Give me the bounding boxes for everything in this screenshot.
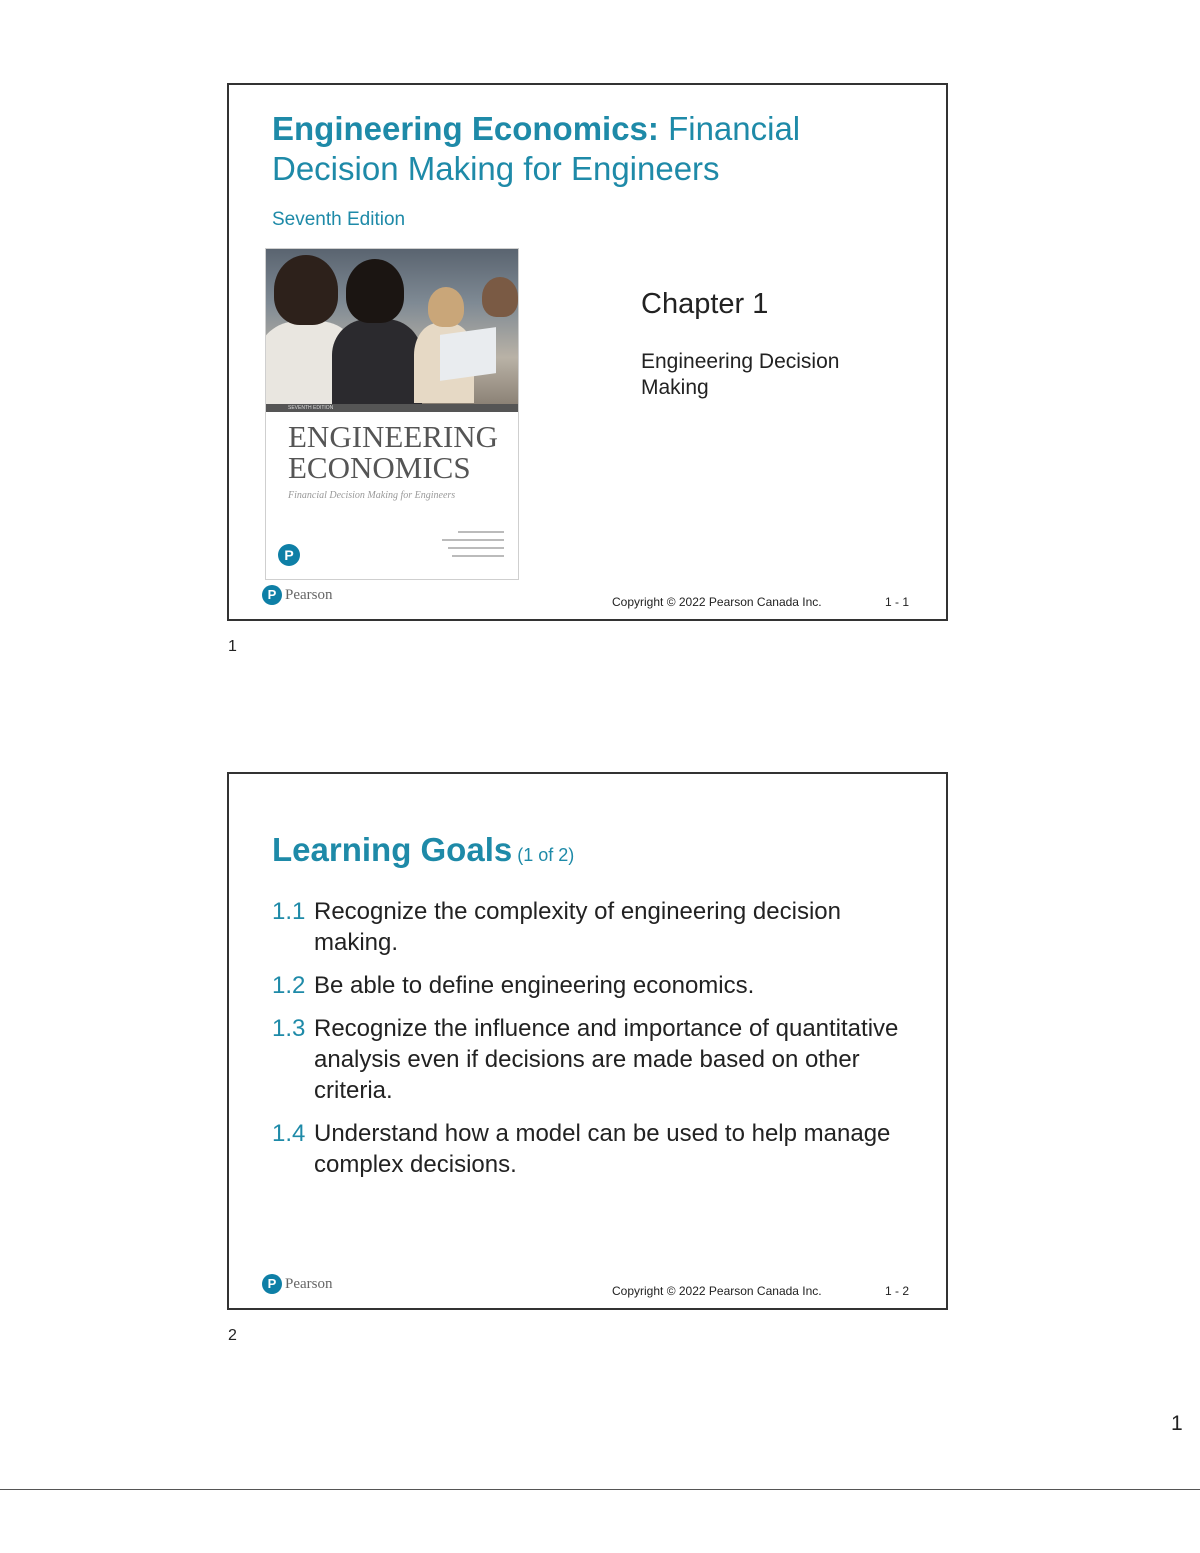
- slide-2: [227, 772, 948, 1310]
- title-main: Learning Goals: [272, 831, 513, 868]
- title-bold: Engineering Economics:: [272, 110, 659, 147]
- goal-number: 1.1: [272, 898, 306, 925]
- cover-photo: [266, 249, 518, 404]
- goal-number: 1.2: [272, 972, 306, 999]
- cover-authors: [424, 531, 504, 563]
- cover-band-text: SEVENTH EDITION: [288, 405, 334, 411]
- slide-title: [272, 109, 872, 189]
- goal-text: Recognize the influence and importance of quantitative analysis even if decisions are made based on other criteria.: [314, 1015, 899, 1104]
- cover-subtitle: Financial Decision Making for Engineers: [288, 490, 456, 501]
- cover-title-line: ECONOMICS: [288, 450, 471, 485]
- list-item: [272, 896, 912, 958]
- pearson-logo-icon: P: [262, 1274, 282, 1294]
- goal-number: 1.3: [272, 1015, 306, 1042]
- list-item: [272, 970, 912, 1001]
- footer-logo: [262, 1274, 333, 1294]
- pearson-wordmark: Pearson: [285, 1275, 333, 1292]
- title-rest: Financial Decision Making for Engineers: [272, 110, 801, 187]
- slide-id: 1 - 1: [885, 595, 910, 609]
- goal-text: Recognize the complexity of engineering decision making.: [314, 898, 841, 956]
- pearson-logo-icon: P: [278, 544, 300, 566]
- cover-band: [266, 404, 518, 412]
- copyright-notice: Copyright © 2022 Pearson Canada Inc.: [612, 595, 822, 609]
- goal-number: 1.4: [272, 1120, 306, 1147]
- book-cover-image: [265, 248, 519, 580]
- cover-title-line: ENGINEERING: [288, 419, 499, 454]
- copyright-notice: Copyright © 2022 Pearson Canada Inc.: [612, 1284, 822, 1298]
- title-part-indicator: (1 of 2): [512, 845, 575, 865]
- goal-text: Be able to define engineering economics.: [314, 972, 755, 999]
- pearson-wordmark: Pearson: [285, 586, 333, 603]
- pearson-logo-icon: P: [262, 585, 282, 605]
- slide-number: 2: [228, 1327, 237, 1344]
- chapter-title: Engineering Decision Making: [641, 350, 840, 399]
- list-item: [272, 1118, 912, 1180]
- slide-number: 1: [228, 638, 237, 655]
- page-divider: [0, 1489, 1200, 1490]
- goal-text: Understand how a model can be used to help manage complex decisions.: [314, 1120, 891, 1178]
- cover-title: [288, 421, 498, 483]
- slide-1: [227, 83, 948, 621]
- page-number: 1: [1171, 1412, 1183, 1435]
- edition-label: Seventh Edition: [272, 209, 406, 230]
- slide-id: 1 - 2: [885, 1284, 910, 1298]
- footer-logo: [262, 585, 333, 605]
- slide-title: [272, 831, 574, 869]
- chapter-label: Chapter 1: [641, 288, 769, 320]
- learning-goals-list: [272, 896, 912, 1192]
- list-item: [272, 1013, 912, 1106]
